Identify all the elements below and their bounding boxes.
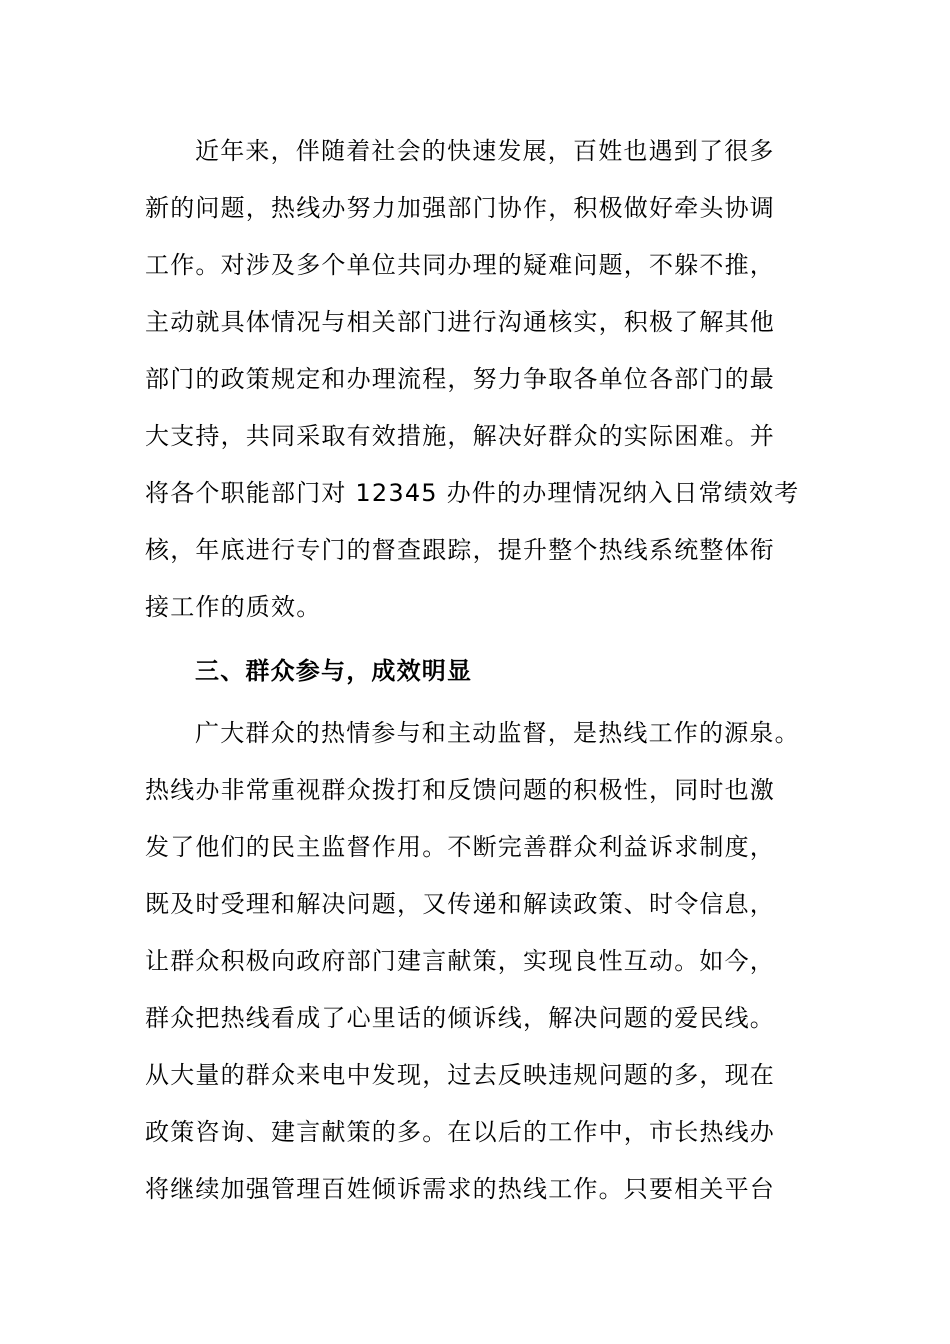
paragraph-2-line-2: 热线办非常重视群众拨打和反馈问题的积极性，同时也激: [145, 776, 775, 804]
paragraph-2-line-3: 发了他们的民主监督作用。不断完善群众利益诉求制度，: [145, 833, 775, 861]
paragraph-2-line-7: 从大量的群众来电中发现，过去反映违规问题的多，现在: [145, 1061, 775, 1089]
paragraph-1-line-1: 近年来，伴随着社会的快速发展，百姓也遇到了很多: [195, 137, 775, 165]
paragraph-2-line-4: 既及时受理和解决问题，又传递和解读政策、时令信息，: [145, 890, 775, 918]
paragraph-1-line-7: 将各个职能部门对 12345 办件的办理情况纳入日常绩效考: [145, 479, 800, 507]
paragraph-1-line-9: 接工作的质效。: [145, 593, 322, 621]
paragraph-1-line-8: 核，年底进行专门的督查跟踪，提升整个热线系统整体衔: [145, 536, 775, 564]
paragraph-1-line-6: 大支持，共同采取有效措施，解决好群众的实际困难。并: [145, 422, 775, 450]
paragraph-2-line-6: 群众把热线看成了心里话的倾诉线，解决问题的爱民线。: [145, 1004, 775, 1032]
section-heading: 三、群众参与，成效明显: [195, 657, 473, 685]
paragraph-1-line-4: 主动就具体情况与相关部门进行沟通核实，积极了解其他: [145, 308, 775, 336]
paragraph-2-line-8: 政策咨询、建言献策的多。在以后的工作中，市长热线办: [145, 1118, 775, 1146]
paragraph-1-line-5: 部门的政策规定和办理流程，努力争取各单位各部门的最: [145, 365, 775, 393]
paragraph-2-line-9: 将继续加强管理百姓倾诉需求的热线工作。只要相关平台: [145, 1175, 775, 1203]
paragraph-1-line-2: 新的问题，热线办努力加强部门协作，积极做好牵头协调: [145, 194, 775, 222]
paragraph-2-line-5: 让群众积极向政府部门建言献策，实现良性互动。如今，: [145, 947, 775, 975]
paragraph-1-line-3: 工作。对涉及多个单位共同办理的疑难问题，不躲不推，: [145, 251, 775, 279]
paragraph-2-line-1: 广大群众的热情参与和主动监督，是热线工作的源泉。: [195, 719, 800, 747]
